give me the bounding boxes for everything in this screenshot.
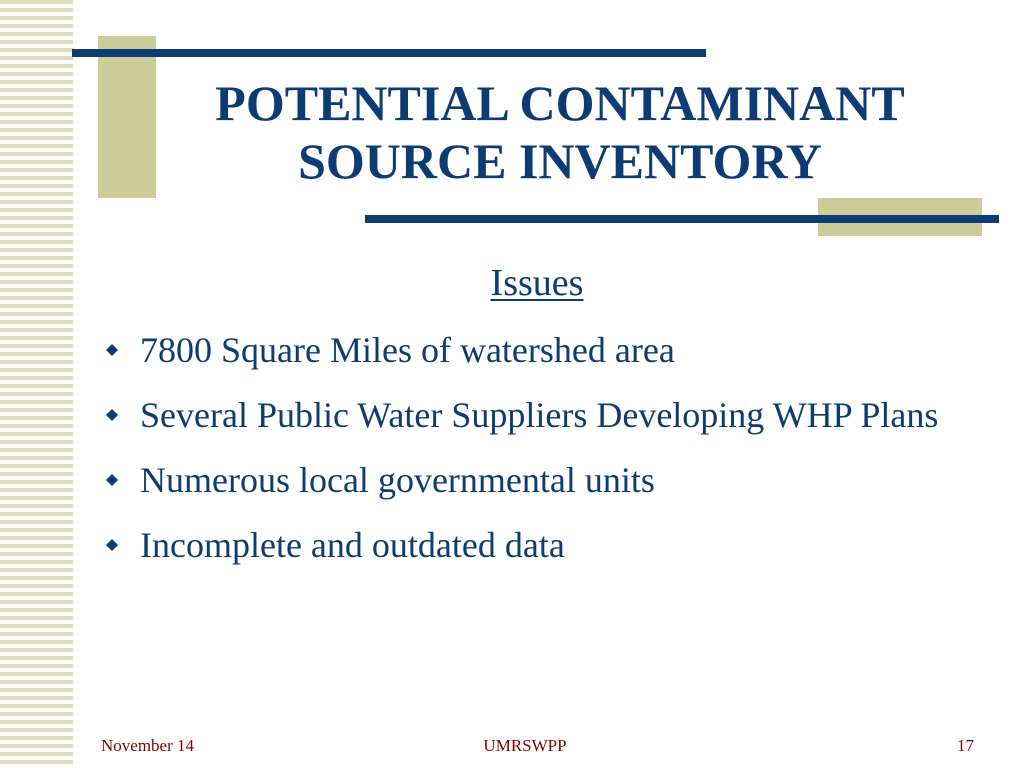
bullet-text: 7800 Square Miles of watershed area (140, 330, 675, 370)
diamond-bullet-icon (106, 344, 118, 356)
accent-rule-top (72, 49, 706, 57)
bullet-item (100, 454, 980, 507)
accent-rule-bottom (365, 215, 999, 223)
slide-subtitle: Issues (490, 262, 584, 304)
slide-title-line-2: SOURCE INVENTORY (298, 133, 822, 189)
bullet-text: Numerous local governmental units (140, 460, 655, 500)
bullet-list (100, 324, 980, 584)
accent-block-top (98, 36, 156, 198)
footer-center-label: UMRSWPP (483, 736, 567, 755)
slide-title (160, 74, 960, 190)
diamond-bullet-icon (106, 409, 118, 421)
bullet-item (100, 324, 980, 377)
slide-title-line-1: POTENTIAL CONTAMINANT (215, 75, 905, 131)
bullet-item (100, 389, 980, 442)
bullet-text: Incomplete and outdated data (140, 525, 565, 565)
left-stripe-decoration (0, 0, 73, 768)
footer-page-number: 17 (957, 736, 974, 755)
diamond-bullet-icon (106, 539, 118, 551)
bullet-text: Several Public Water Suppliers Developing WHP Plans (140, 395, 939, 435)
footer-date: November 14 (101, 736, 195, 755)
diamond-bullet-icon (106, 474, 118, 486)
bullet-item (100, 519, 980, 572)
